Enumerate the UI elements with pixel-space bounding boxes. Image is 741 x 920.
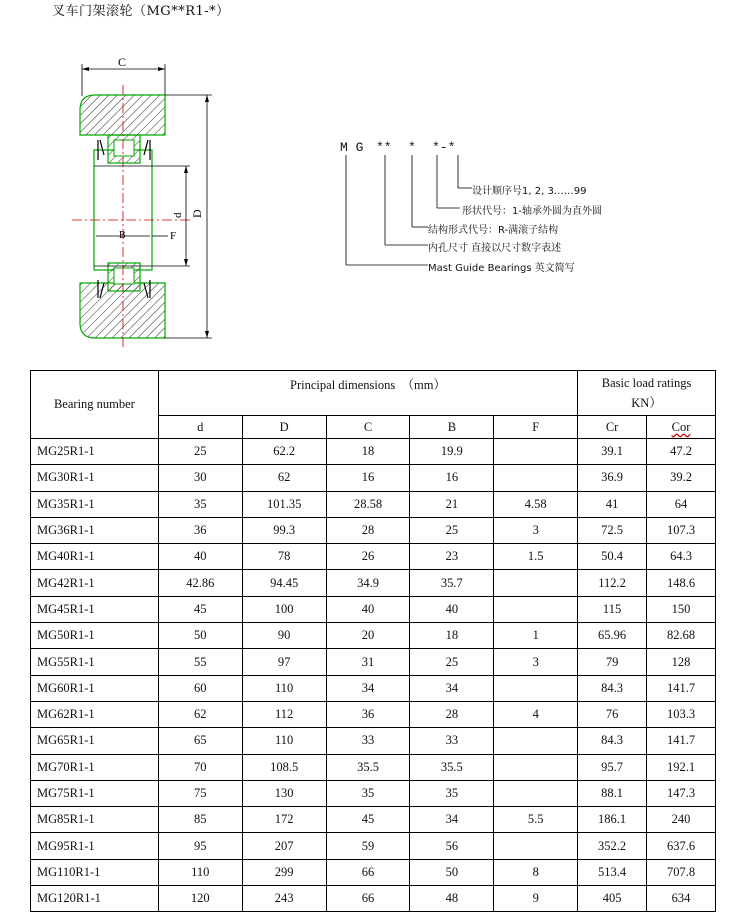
table-cell: 50.4 — [578, 544, 647, 570]
bearing-cross-section-drawing — [0, 0, 741, 360]
header-col-B: B — [410, 416, 494, 439]
table-cell: 94.45 — [242, 570, 326, 596]
table-cell: 95 — [158, 833, 242, 859]
bearing-number-cell: MG55R1-1 — [31, 649, 159, 675]
table-cell: 352.2 — [578, 833, 647, 859]
bearing-number-cell: MG70R1-1 — [31, 754, 159, 780]
table-cell: 34.9 — [326, 570, 410, 596]
bearing-spec-table — [30, 370, 716, 912]
table-cell: 97 — [242, 649, 326, 675]
table-cell: 25 — [410, 649, 494, 675]
page-title: 叉车门架滚轮（MG**R1-*） — [52, 4, 230, 19]
designation-prefix: M G — [340, 140, 364, 155]
table-cell: 79 — [578, 649, 647, 675]
table-cell: 35 — [326, 780, 410, 806]
table-row — [31, 780, 716, 806]
header-col-Cor: Cor — [647, 416, 716, 439]
table-cell: 16 — [410, 465, 494, 491]
table-cell: 40 — [326, 596, 410, 622]
designation-structure: * — [408, 140, 416, 155]
table-cell: 130 — [242, 780, 326, 806]
table-cell: 16 — [326, 465, 410, 491]
table-cell: 192.1 — [647, 754, 716, 780]
table-cell: 128 — [647, 649, 716, 675]
table-cell: 70 — [158, 754, 242, 780]
table-cell: 28 — [326, 517, 410, 543]
explanation-abbreviation: Mast Guide Bearings 英文简写 — [428, 263, 575, 274]
table-cell: 110 — [158, 859, 242, 885]
bearing-number-cell: MG35R1-1 — [31, 491, 159, 517]
table-cell — [494, 780, 578, 806]
table-row — [31, 623, 716, 649]
table-cell: 95.7 — [578, 754, 647, 780]
header-ratings-line2: KN） — [631, 396, 662, 410]
table-cell: 55 — [158, 649, 242, 675]
bearing-number-cell: MG30R1-1 — [31, 465, 159, 491]
table-cell: 62 — [242, 465, 326, 491]
table-cell: 9 — [494, 886, 578, 912]
dim-label-d-small: d — [172, 212, 184, 218]
table-cell: 90 — [242, 623, 326, 649]
header-col-F: F — [494, 416, 578, 439]
table-cell: 34 — [410, 807, 494, 833]
table-cell — [494, 465, 578, 491]
bearing-number-cell: MG45R1-1 — [31, 596, 159, 622]
table-cell: 112.2 — [578, 570, 647, 596]
dim-label-f: F — [170, 230, 177, 242]
table-cell: 634 — [647, 886, 716, 912]
table-row — [31, 649, 716, 675]
table-cell: 107.3 — [647, 517, 716, 543]
table-row — [31, 544, 716, 570]
table-cell: 100 — [242, 596, 326, 622]
header-principal-dimensions: Principal dimensions （mm） — [158, 371, 577, 416]
table-cell: 112 — [242, 701, 326, 727]
table-cell: 50 — [410, 859, 494, 885]
header-ratings-line1: Basic load ratings — [601, 376, 692, 390]
bearing-number-cell: MG65R1-1 — [31, 728, 159, 754]
designation-bore: ** — [376, 140, 392, 155]
table-cell: 3 — [494, 649, 578, 675]
table-cell: 110 — [242, 728, 326, 754]
table-cell: 172 — [242, 807, 326, 833]
table-cell: 28.58 — [326, 491, 410, 517]
bearing-number-cell: MG36R1-1 — [31, 517, 159, 543]
bearing-number-cell: MG85R1-1 — [31, 807, 159, 833]
table-cell: 1.5 — [494, 544, 578, 570]
table-cell: 78 — [242, 544, 326, 570]
bearing-number-cell: MG60R1-1 — [31, 675, 159, 701]
table-cell: 85 — [158, 807, 242, 833]
table-cell: 39.2 — [647, 465, 716, 491]
table-row — [31, 754, 716, 780]
table-cell — [494, 439, 578, 465]
table-row — [31, 833, 716, 859]
table-cell: 30 — [158, 465, 242, 491]
table-cell: 36 — [158, 517, 242, 543]
table-cell: 513.4 — [578, 859, 647, 885]
table-row — [31, 439, 716, 465]
table-cell: 48 — [410, 886, 494, 912]
table-cell: 40 — [410, 596, 494, 622]
table-cell: 4.58 — [494, 491, 578, 517]
table-cell — [494, 833, 578, 859]
table-cell: 18 — [326, 439, 410, 465]
table-row — [31, 807, 716, 833]
table-cell: 8 — [494, 859, 578, 885]
table-cell: 5.5 — [494, 807, 578, 833]
table-cell: 3 — [494, 517, 578, 543]
bearing-number-cell: MG42R1-1 — [31, 570, 159, 596]
table-cell: 18 — [410, 623, 494, 649]
header-col-d: d — [158, 416, 242, 439]
table-cell: 65.96 — [578, 623, 647, 649]
table-row — [31, 491, 716, 517]
table-cell: 707.8 — [647, 859, 716, 885]
table-cell: 62.2 — [242, 439, 326, 465]
bearing-number-cell: MG120R1-1 — [31, 886, 159, 912]
table-cell: 41 — [578, 491, 647, 517]
table-cell: 35.5 — [326, 754, 410, 780]
table-cell — [494, 675, 578, 701]
table-cell: 72.5 — [578, 517, 647, 543]
table-cell: 31 — [326, 649, 410, 675]
table-cell: 99.3 — [242, 517, 326, 543]
table-cell — [494, 596, 578, 622]
table-row — [31, 886, 716, 912]
table-cell: 75 — [158, 780, 242, 806]
table-cell: 115 — [578, 596, 647, 622]
table-cell: 150 — [647, 596, 716, 622]
table-cell: 34 — [410, 675, 494, 701]
table-cell: 47.2 — [647, 439, 716, 465]
table-cell: 25 — [410, 517, 494, 543]
table-cell: 56 — [410, 833, 494, 859]
table-cell — [494, 728, 578, 754]
table-row — [31, 728, 716, 754]
table-cell — [494, 754, 578, 780]
table-cell — [494, 570, 578, 596]
header-basic-load-ratings — [578, 371, 716, 416]
bearing-number-cell: MG25R1-1 — [31, 439, 159, 465]
header-col-C: C — [326, 416, 410, 439]
table-cell: 35 — [410, 780, 494, 806]
explanation-structure: 结构形式代号：R-满滚子结构 — [428, 225, 559, 236]
bearing-number-cell: MG62R1-1 — [31, 701, 159, 727]
table-row — [31, 517, 716, 543]
table-cell: 26 — [326, 544, 410, 570]
table-cell: 240 — [647, 807, 716, 833]
table-cell: 42.86 — [158, 570, 242, 596]
table-row — [31, 701, 716, 727]
table-row — [31, 465, 716, 491]
table-cell: 64.3 — [647, 544, 716, 570]
table-cell: 35.5 — [410, 754, 494, 780]
table-cell: 34 — [326, 675, 410, 701]
table-cell: 108.5 — [242, 754, 326, 780]
table-cell: 64 — [647, 491, 716, 517]
table-cell: 36.9 — [578, 465, 647, 491]
table-cell: 59 — [326, 833, 410, 859]
table-cell: 637.6 — [647, 833, 716, 859]
bearing-number-cell: MG40R1-1 — [31, 544, 159, 570]
table-row — [31, 675, 716, 701]
table-cell: 65 — [158, 728, 242, 754]
table-cell: 84.3 — [578, 675, 647, 701]
table-cell: 28 — [410, 701, 494, 727]
table-cell: 76 — [578, 701, 647, 727]
table-cell: 36 — [326, 701, 410, 727]
table-cell: 88.1 — [578, 780, 647, 806]
table-cell: 33 — [326, 728, 410, 754]
table-cell: 50 — [158, 623, 242, 649]
table-cell: 299 — [242, 859, 326, 885]
table-cell: 147.3 — [647, 780, 716, 806]
table-cell: 62 — [158, 701, 242, 727]
table-cell: 25 — [158, 439, 242, 465]
table-cell: 45 — [326, 807, 410, 833]
table-cell: 35.7 — [410, 570, 494, 596]
table-cell: 20 — [326, 623, 410, 649]
table-cell: 207 — [242, 833, 326, 859]
header-col-D: D — [242, 416, 326, 439]
table-row — [31, 570, 716, 596]
table-cell: 21 — [410, 491, 494, 517]
table-cell: 84.3 — [578, 728, 647, 754]
header-bearing-number: Bearing number — [31, 371, 159, 439]
explanation-shape: 形状代号：1-轴承外圆为直外圆 — [462, 206, 602, 217]
table-cell: 103.3 — [647, 701, 716, 727]
table-cell: 148.6 — [647, 570, 716, 596]
table-cell: 39.1 — [578, 439, 647, 465]
spec-table-body — [31, 439, 716, 912]
dim-label-c: C — [118, 55, 127, 69]
table-cell: 35 — [158, 491, 242, 517]
table-cell: 1 — [494, 623, 578, 649]
header-col-Cr: Cr — [578, 416, 647, 439]
table-cell: 120 — [158, 886, 242, 912]
table-cell: 60 — [158, 675, 242, 701]
table-cell: 66 — [326, 859, 410, 885]
table-cell: 40 — [158, 544, 242, 570]
dim-label-d-large: D — [190, 209, 204, 218]
table-cell: 110 — [242, 675, 326, 701]
designation-shape-sequence: *-* — [432, 140, 456, 155]
explanation-bore: 内孔尺寸 直接以尺寸数字表述 — [428, 243, 562, 254]
table-cell: 141.7 — [647, 675, 716, 701]
table-cell: 45 — [158, 596, 242, 622]
table-row — [31, 859, 716, 885]
table-cell: 82.68 — [647, 623, 716, 649]
table-cell: 141.7 — [647, 728, 716, 754]
table-cell: 243 — [242, 886, 326, 912]
table-cell: 23 — [410, 544, 494, 570]
table-cell: 405 — [578, 886, 647, 912]
bearing-number-cell: MG50R1-1 — [31, 623, 159, 649]
table-cell: 4 — [494, 701, 578, 727]
explanation-sequence: 设计顺序号1, 2, 3……99 — [472, 186, 587, 197]
table-cell: 66 — [326, 886, 410, 912]
bearing-number-cell: MG110R1-1 — [31, 859, 159, 885]
dim-label-b: B — [119, 230, 126, 241]
bearing-number-cell: MG95R1-1 — [31, 833, 159, 859]
table-cell: 186.1 — [578, 807, 647, 833]
table-cell: 33 — [410, 728, 494, 754]
table-row — [31, 596, 716, 622]
table-cell: 19.9 — [410, 439, 494, 465]
bearing-number-cell: MG75R1-1 — [31, 780, 159, 806]
table-cell: 101.35 — [242, 491, 326, 517]
